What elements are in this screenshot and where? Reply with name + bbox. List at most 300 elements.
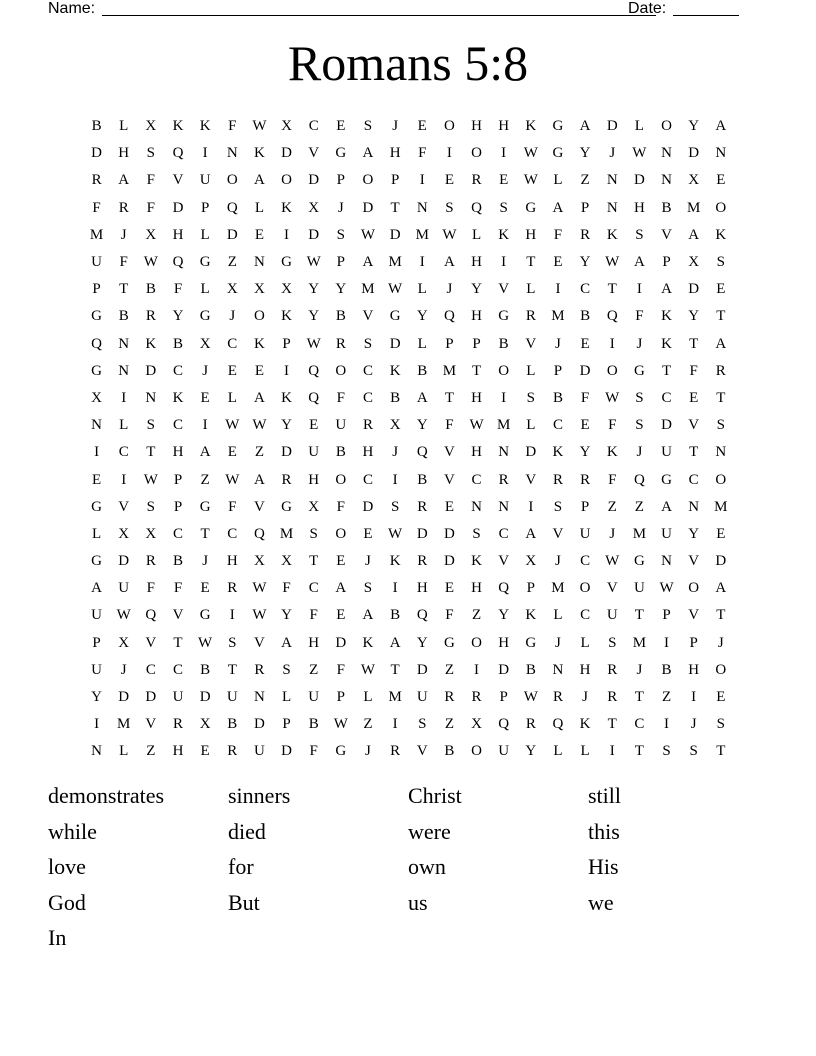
grid-letter[interactable]: D — [525, 444, 537, 461]
grid-letter[interactable]: F — [146, 580, 156, 597]
grid-letter[interactable]: D — [688, 145, 700, 162]
grid-letter[interactable]: K — [281, 389, 292, 406]
grid-letter[interactable]: R — [525, 716, 536, 733]
grid-letter[interactable]: I — [94, 444, 100, 461]
grid-letter[interactable]: K — [552, 444, 564, 461]
grid-letter[interactable]: D — [226, 226, 238, 243]
grid-letter[interactable]: H — [525, 226, 537, 243]
grid-letter[interactable]: U — [606, 607, 618, 624]
grid-letter[interactable]: I — [202, 145, 208, 162]
grid-letter[interactable]: O — [471, 145, 482, 162]
grid-letter[interactable]: B — [661, 199, 672, 216]
grid-letter[interactable]: J — [337, 199, 344, 216]
grid-letter[interactable]: R — [172, 716, 183, 733]
grid-letter[interactable]: O — [606, 362, 618, 379]
grid-letter[interactable]: X — [145, 226, 157, 243]
grid-letter[interactable]: J — [120, 226, 127, 243]
grid-letter[interactable]: K — [362, 634, 374, 651]
grid-letter[interactable]: W — [388, 281, 403, 298]
grid-letter[interactable]: E — [417, 118, 427, 135]
grid-letter[interactable]: Y — [688, 525, 700, 542]
grid-letter[interactable]: W — [523, 145, 538, 162]
grid-letter[interactable]: K — [172, 118, 184, 135]
grid-letter[interactable]: X — [253, 281, 265, 298]
grid-letter[interactable]: G — [91, 553, 102, 570]
grid-letter[interactable]: H — [688, 661, 700, 678]
grid-letter[interactable]: D — [118, 553, 130, 570]
grid-letter[interactable]: J — [555, 335, 561, 352]
grid-letter[interactable]: A — [335, 580, 347, 597]
grid-letter[interactable]: O — [335, 471, 347, 488]
grid-letter[interactable]: Y — [308, 281, 320, 298]
grid-letter[interactable]: C — [145, 661, 156, 678]
grid-letter[interactable]: J — [636, 444, 643, 461]
grid-letter[interactable]: I — [555, 281, 561, 298]
grid-letter[interactable]: A — [118, 172, 130, 189]
grid-letter[interactable]: S — [716, 254, 725, 271]
grid-letter[interactable]: I — [392, 580, 398, 597]
grid-letter[interactable]: E — [553, 254, 563, 271]
grid-letter[interactable]: V — [498, 553, 510, 570]
grid-letter[interactable]: R — [525, 308, 536, 325]
grid-letter[interactable]: N — [226, 145, 238, 162]
grid-letter[interactable]: V — [362, 308, 374, 325]
grid-letter[interactable]: I — [284, 362, 290, 379]
grid-letter[interactable]: B — [580, 308, 591, 325]
grid-letter[interactable]: S — [146, 498, 156, 515]
grid-letter[interactable]: N — [715, 145, 727, 162]
grid-letter[interactable]: I — [501, 254, 507, 271]
grid-letter[interactable]: P — [662, 607, 671, 624]
grid-letter[interactable]: N — [606, 172, 618, 189]
grid-letter[interactable]: G — [525, 634, 537, 651]
grid-letter[interactable]: W — [306, 254, 321, 271]
grid-letter[interactable]: A — [281, 634, 292, 651]
grid-letter[interactable]: J — [582, 689, 589, 706]
grid-letter[interactable]: U — [172, 689, 184, 706]
grid-letter[interactable]: C — [118, 444, 129, 461]
grid-letter[interactable]: Z — [227, 254, 237, 271]
grid-letter[interactable]: J — [120, 661, 127, 678]
grid-letter[interactable]: T — [309, 553, 319, 570]
grid-letter[interactable]: W — [143, 471, 158, 488]
grid-letter[interactable]: E — [200, 389, 210, 406]
grid-letter[interactable]: G — [498, 308, 510, 325]
grid-letter[interactable]: Q — [606, 308, 618, 325]
grid-letter[interactable]: N — [661, 145, 672, 162]
grid-letter[interactable]: V — [525, 335, 537, 352]
grid-letter[interactable]: I — [202, 417, 208, 434]
grid-letter[interactable]: V — [172, 607, 184, 624]
grid-letter[interactable]: S — [526, 389, 535, 406]
grid-letter[interactable]: W — [252, 118, 267, 135]
grid-letter[interactable]: O — [498, 362, 510, 379]
grid-letter[interactable]: T — [716, 389, 726, 406]
grid-letter[interactable]: M — [89, 226, 104, 243]
grid-letter[interactable]: D — [443, 553, 455, 570]
grid-letter[interactable]: H — [471, 118, 482, 135]
grid-letter[interactable]: X — [688, 254, 700, 271]
grid-letter[interactable]: G — [91, 362, 102, 379]
grid-letter[interactable]: P — [336, 254, 345, 271]
grid-letter[interactable]: C — [172, 362, 183, 379]
grid-letter[interactable]: C — [172, 661, 183, 678]
grid-letter[interactable]: U — [91, 661, 102, 678]
grid-letter[interactable]: I — [284, 226, 290, 243]
grid-letter[interactable]: H — [389, 145, 401, 162]
grid-letter[interactable]: X — [281, 553, 292, 570]
grid-letter[interactable]: I — [664, 634, 670, 651]
grid-letter[interactable]: G — [552, 118, 564, 135]
grid-letter[interactable]: P — [173, 498, 183, 515]
grid-letter[interactable]: E — [363, 525, 373, 542]
grid-letter[interactable]: F — [146, 172, 156, 189]
grid-letter[interactable]: D — [389, 226, 401, 243]
grid-letter[interactable]: R — [281, 471, 292, 488]
grid-letter[interactable]: R — [607, 661, 618, 678]
grid-letter[interactable]: S — [336, 226, 345, 243]
grid-letter[interactable]: W — [306, 335, 321, 352]
grid-letter[interactable]: G — [199, 254, 211, 271]
grid-letter[interactable]: K — [253, 335, 265, 352]
grid-letter[interactable]: H — [471, 254, 482, 271]
grid-letter[interactable]: M — [497, 417, 511, 434]
grid-letter[interactable]: K — [715, 226, 727, 243]
grid-letter[interactable]: S — [553, 498, 563, 515]
grid-letter[interactable]: O — [661, 118, 672, 135]
grid-letter[interactable]: O — [335, 525, 347, 542]
grid-letter[interactable]: L — [363, 689, 373, 706]
grid-letter[interactable]: W — [523, 689, 538, 706]
grid-letter[interactable]: Y — [308, 308, 320, 325]
grid-letter[interactable]: T — [526, 254, 536, 271]
grid-letter[interactable]: U — [498, 743, 510, 760]
grid-letter[interactable]: E — [580, 335, 590, 352]
grid-letter[interactable]: M — [361, 281, 375, 298]
grid-letter[interactable]: Z — [200, 471, 210, 488]
grid-letter[interactable]: D — [281, 145, 292, 162]
grid-letter[interactable]: X — [281, 118, 292, 135]
grid-letter[interactable]: A — [362, 607, 374, 624]
grid-letter[interactable]: Y — [579, 145, 591, 162]
grid-letter[interactable]: Y — [416, 634, 428, 651]
grid-letter[interactable]: V — [688, 607, 700, 624]
grid-letter[interactable]: P — [445, 335, 454, 352]
grid-letter[interactable]: I — [501, 145, 507, 162]
grid-letter[interactable]: D — [661, 417, 672, 434]
grid-letter[interactable]: Q — [172, 254, 184, 271]
grid-letter[interactable]: A — [715, 335, 727, 352]
grid-letter[interactable]: H — [471, 444, 482, 461]
grid-letter[interactable]: N — [661, 172, 672, 189]
grid-letter[interactable]: N — [253, 689, 265, 706]
grid-letter[interactable]: K — [525, 607, 537, 624]
grid-letter[interactable]: B — [308, 716, 319, 733]
grid-letter[interactable]: B — [552, 389, 563, 406]
grid-letter[interactable]: M — [279, 525, 294, 542]
grid-letter[interactable]: R — [417, 498, 428, 515]
grid-letter[interactable]: A — [91, 580, 102, 597]
grid-letter[interactable]: W — [523, 172, 538, 189]
grid-letter[interactable]: H — [498, 634, 510, 651]
grid-letter[interactable]: D — [308, 172, 320, 189]
grid-letter[interactable]: I — [392, 471, 398, 488]
grid-letter[interactable]: Y — [688, 118, 700, 135]
grid-letter[interactable]: R — [580, 471, 591, 488]
grid-letter[interactable]: D — [335, 634, 347, 651]
grid-letter[interactable]: L — [580, 634, 590, 651]
grid-letter[interactable]: W — [143, 254, 158, 271]
grid-letter[interactable]: O — [471, 634, 482, 651]
grid-letter[interactable]: S — [472, 525, 481, 542]
grid-letter[interactable]: T — [471, 362, 482, 379]
grid-letter[interactable]: Y — [579, 254, 591, 271]
grid-letter[interactable]: A — [715, 118, 727, 135]
grid-letter[interactable]: P — [580, 199, 590, 216]
grid-letter[interactable]: S — [716, 716, 725, 733]
grid-letter[interactable]: B — [390, 607, 401, 624]
grid-letter[interactable]: O — [335, 362, 347, 379]
grid-letter[interactable]: L — [200, 281, 210, 298]
grid-letter[interactable]: V — [661, 226, 672, 243]
grid-letter[interactable]: D — [715, 553, 727, 570]
grid-letter[interactable]: H — [471, 308, 482, 325]
grid-letter[interactable]: F — [92, 199, 101, 216]
grid-letter[interactable]: F — [173, 580, 183, 597]
grid-letter[interactable]: G — [281, 498, 292, 515]
grid-letter[interactable]: P — [553, 362, 563, 379]
grid-letter[interactable]: N — [498, 444, 510, 461]
grid-letter[interactable]: X — [308, 199, 320, 216]
grid-letter[interactable]: L — [553, 172, 563, 189]
grid-letter[interactable]: B — [335, 308, 346, 325]
grid-letter[interactable]: S — [635, 417, 644, 434]
grid-letter[interactable]: W — [225, 417, 240, 434]
grid-letter[interactable]: R — [552, 689, 563, 706]
grid-letter[interactable]: V — [688, 417, 700, 434]
grid-letter[interactable]: E — [580, 417, 590, 434]
grid-letter[interactable]: F — [608, 417, 617, 434]
grid-letter[interactable]: A — [688, 226, 700, 243]
grid-letter[interactable]: U — [118, 580, 130, 597]
grid-letter[interactable]: Z — [309, 661, 319, 678]
grid-letter[interactable]: C — [471, 471, 482, 488]
grid-letter[interactable]: G — [389, 308, 401, 325]
grid-letter[interactable]: Y — [525, 743, 537, 760]
grid-letter[interactable]: W — [198, 634, 213, 651]
grid-letter[interactable]: D — [308, 226, 320, 243]
grid-letter[interactable]: G — [525, 199, 537, 216]
grid-letter[interactable]: E — [336, 118, 346, 135]
grid-letter[interactable]: I — [501, 389, 507, 406]
grid-letter[interactable]: Y — [688, 308, 700, 325]
grid-letter[interactable]: N — [91, 743, 102, 760]
grid-letter[interactable]: B — [145, 281, 156, 298]
grid-letter[interactable]: Q — [226, 199, 238, 216]
grid-letter[interactable]: C — [688, 471, 699, 488]
grid-letter[interactable]: U — [308, 444, 320, 461]
grid-letter[interactable]: F — [336, 661, 345, 678]
grid-letter[interactable]: L — [200, 226, 210, 243]
grid-letter[interactable]: K — [281, 308, 292, 325]
grid-letter[interactable]: R — [335, 335, 346, 352]
grid-letter[interactable]: A — [661, 498, 672, 515]
grid-letter[interactable]: C — [552, 417, 563, 434]
grid-letter[interactable]: P — [689, 634, 698, 651]
grid-letter[interactable]: I — [446, 145, 452, 162]
grid-letter[interactable]: R — [498, 471, 509, 488]
grid-letter[interactable]: K — [606, 226, 618, 243]
grid-letter[interactable]: F — [336, 389, 345, 406]
grid-letter[interactable]: D — [199, 689, 211, 706]
grid-letter[interactable]: H — [362, 444, 374, 461]
grid-letter[interactable]: W — [333, 716, 348, 733]
grid-letter[interactable]: U — [199, 172, 211, 189]
grid-letter[interactable]: G — [199, 498, 211, 515]
grid-letter[interactable]: S — [146, 417, 156, 434]
grid-letter[interactable]: Y — [416, 417, 428, 434]
grid-letter[interactable]: L — [91, 525, 102, 542]
grid-letter[interactable]: S — [363, 580, 373, 597]
grid-letter[interactable]: R — [444, 689, 455, 706]
grid-letter[interactable]: V — [688, 553, 700, 570]
grid-letter[interactable]: S — [418, 716, 427, 733]
grid-letter[interactable]: Z — [146, 743, 156, 760]
grid-letter[interactable]: C — [580, 553, 591, 570]
grid-letter[interactable]: B — [525, 661, 536, 678]
grid-letter[interactable]: L — [553, 743, 563, 760]
grid-letter[interactable]: J — [555, 553, 561, 570]
grid-letter[interactable]: L — [119, 417, 129, 434]
grid-letter[interactable]: P — [92, 634, 101, 651]
grid-letter[interactable]: O — [579, 580, 591, 597]
grid-letter[interactable]: Y — [579, 444, 591, 461]
grid-letter[interactable]: N — [118, 335, 130, 352]
grid-letter[interactable]: R — [471, 689, 482, 706]
grid-letter[interactable]: C — [580, 281, 591, 298]
grid-letter[interactable]: G — [91, 308, 102, 325]
grid-letter[interactable]: V — [145, 716, 157, 733]
grid-letter[interactable]: I — [664, 716, 670, 733]
grid-letter[interactable]: L — [417, 335, 427, 352]
grid-letter[interactable]: Z — [254, 444, 264, 461]
grid-letter[interactable]: H — [226, 553, 238, 570]
grid-letter[interactable]: F — [445, 607, 454, 624]
grid-letter[interactable]: B — [661, 661, 672, 678]
grid-letter[interactable]: P — [282, 335, 291, 352]
grid-letter[interactable]: T — [634, 743, 644, 760]
grid-letter[interactable]: L — [281, 689, 292, 706]
grid-letter[interactable]: K — [471, 553, 482, 570]
grid-letter[interactable]: L — [227, 389, 237, 406]
grid-letter[interactable]: H — [633, 199, 645, 216]
grid-letter[interactable]: U — [253, 743, 265, 760]
grid-letter[interactable]: S — [390, 498, 400, 515]
grid-letter[interactable]: E — [336, 553, 346, 570]
grid-letter[interactable]: D — [253, 716, 265, 733]
grid-letter[interactable]: D — [281, 743, 292, 760]
grid-letter[interactable]: W — [632, 145, 647, 162]
grid-letter[interactable]: K — [253, 145, 265, 162]
grid-letter[interactable]: J — [392, 444, 399, 461]
grid-letter[interactable]: Y — [335, 281, 347, 298]
grid-letter[interactable]: J — [392, 118, 399, 135]
grid-letter[interactable]: O — [715, 661, 727, 678]
grid-letter[interactable]: R — [580, 226, 591, 243]
grid-letter[interactable]: O — [688, 580, 700, 597]
grid-letter[interactable]: Y — [498, 607, 510, 624]
grid-letter[interactable]: G — [199, 308, 211, 325]
grid-letter[interactable]: P — [282, 716, 291, 733]
grid-letter[interactable]: O — [715, 471, 727, 488]
grid-letter[interactable]: Q — [91, 335, 102, 352]
grid-letter[interactable]: Y — [91, 689, 102, 706]
grid-letter[interactable]: S — [146, 145, 156, 162]
grid-letter[interactable]: A — [253, 172, 265, 189]
grid-letter[interactable]: F — [608, 471, 617, 488]
grid-letter[interactable]: Z — [661, 689, 672, 706]
grid-letter[interactable]: W — [605, 553, 620, 570]
grid-letter[interactable]: V — [552, 525, 564, 542]
grid-letter[interactable]: C — [661, 389, 672, 406]
grid-letter[interactable]: I — [609, 335, 615, 352]
grid-letter[interactable]: J — [365, 743, 371, 760]
grid-letter[interactable]: R — [607, 689, 618, 706]
grid-letter[interactable]: N — [661, 553, 672, 570]
grid-letter[interactable]: K — [579, 716, 591, 733]
grid-letter[interactable]: E — [227, 444, 237, 461]
grid-letter[interactable]: C — [498, 525, 509, 542]
grid-letter[interactable]: A — [199, 444, 211, 461]
grid-letter[interactable]: D — [362, 498, 374, 515]
grid-letter[interactable]: T — [146, 444, 156, 461]
grid-letter[interactable]: J — [555, 634, 561, 651]
grid-letter[interactable]: C — [362, 471, 373, 488]
grid-letter[interactable]: W — [388, 525, 403, 542]
grid-letter[interactable]: T — [390, 661, 400, 678]
grid-letter[interactable]: C — [362, 389, 373, 406]
grid-letter[interactable]: C — [308, 580, 319, 597]
grid-letter[interactable]: X — [145, 118, 157, 135]
grid-letter[interactable]: P — [472, 335, 481, 352]
grid-letter[interactable]: E — [716, 689, 726, 706]
grid-letter[interactable]: R — [118, 199, 129, 216]
grid-letter[interactable]: Q — [498, 716, 510, 733]
grid-letter[interactable]: M — [388, 254, 402, 271]
grid-letter[interactable]: E — [716, 281, 726, 298]
grid-letter[interactable]: D — [606, 118, 618, 135]
grid-letter[interactable]: I — [691, 689, 697, 706]
grid-letter[interactable]: F — [173, 281, 183, 298]
grid-letter[interactable]: M — [442, 362, 457, 379]
grid-letter[interactable]: B — [444, 743, 455, 760]
grid-letter[interactable]: W — [116, 607, 131, 624]
grid-letter[interactable]: M — [632, 634, 647, 651]
grid-letter[interactable]: O — [226, 172, 238, 189]
grid-letter[interactable]: U — [633, 580, 645, 597]
grid-letter[interactable]: M — [117, 716, 131, 733]
grid-letter[interactable]: D — [145, 689, 157, 706]
grid-letter[interactable]: V — [525, 471, 537, 488]
grid-letter[interactable]: H — [172, 226, 184, 243]
grid-letter[interactable]: P — [336, 172, 345, 189]
grid-letter[interactable]: R — [417, 553, 428, 570]
grid-letter[interactable]: D — [416, 661, 428, 678]
grid-letter[interactable]: A — [552, 199, 564, 216]
grid-letter[interactable]: R — [362, 417, 373, 434]
grid-letter[interactable]: L — [254, 199, 264, 216]
grid-letter[interactable]: E — [200, 580, 210, 597]
